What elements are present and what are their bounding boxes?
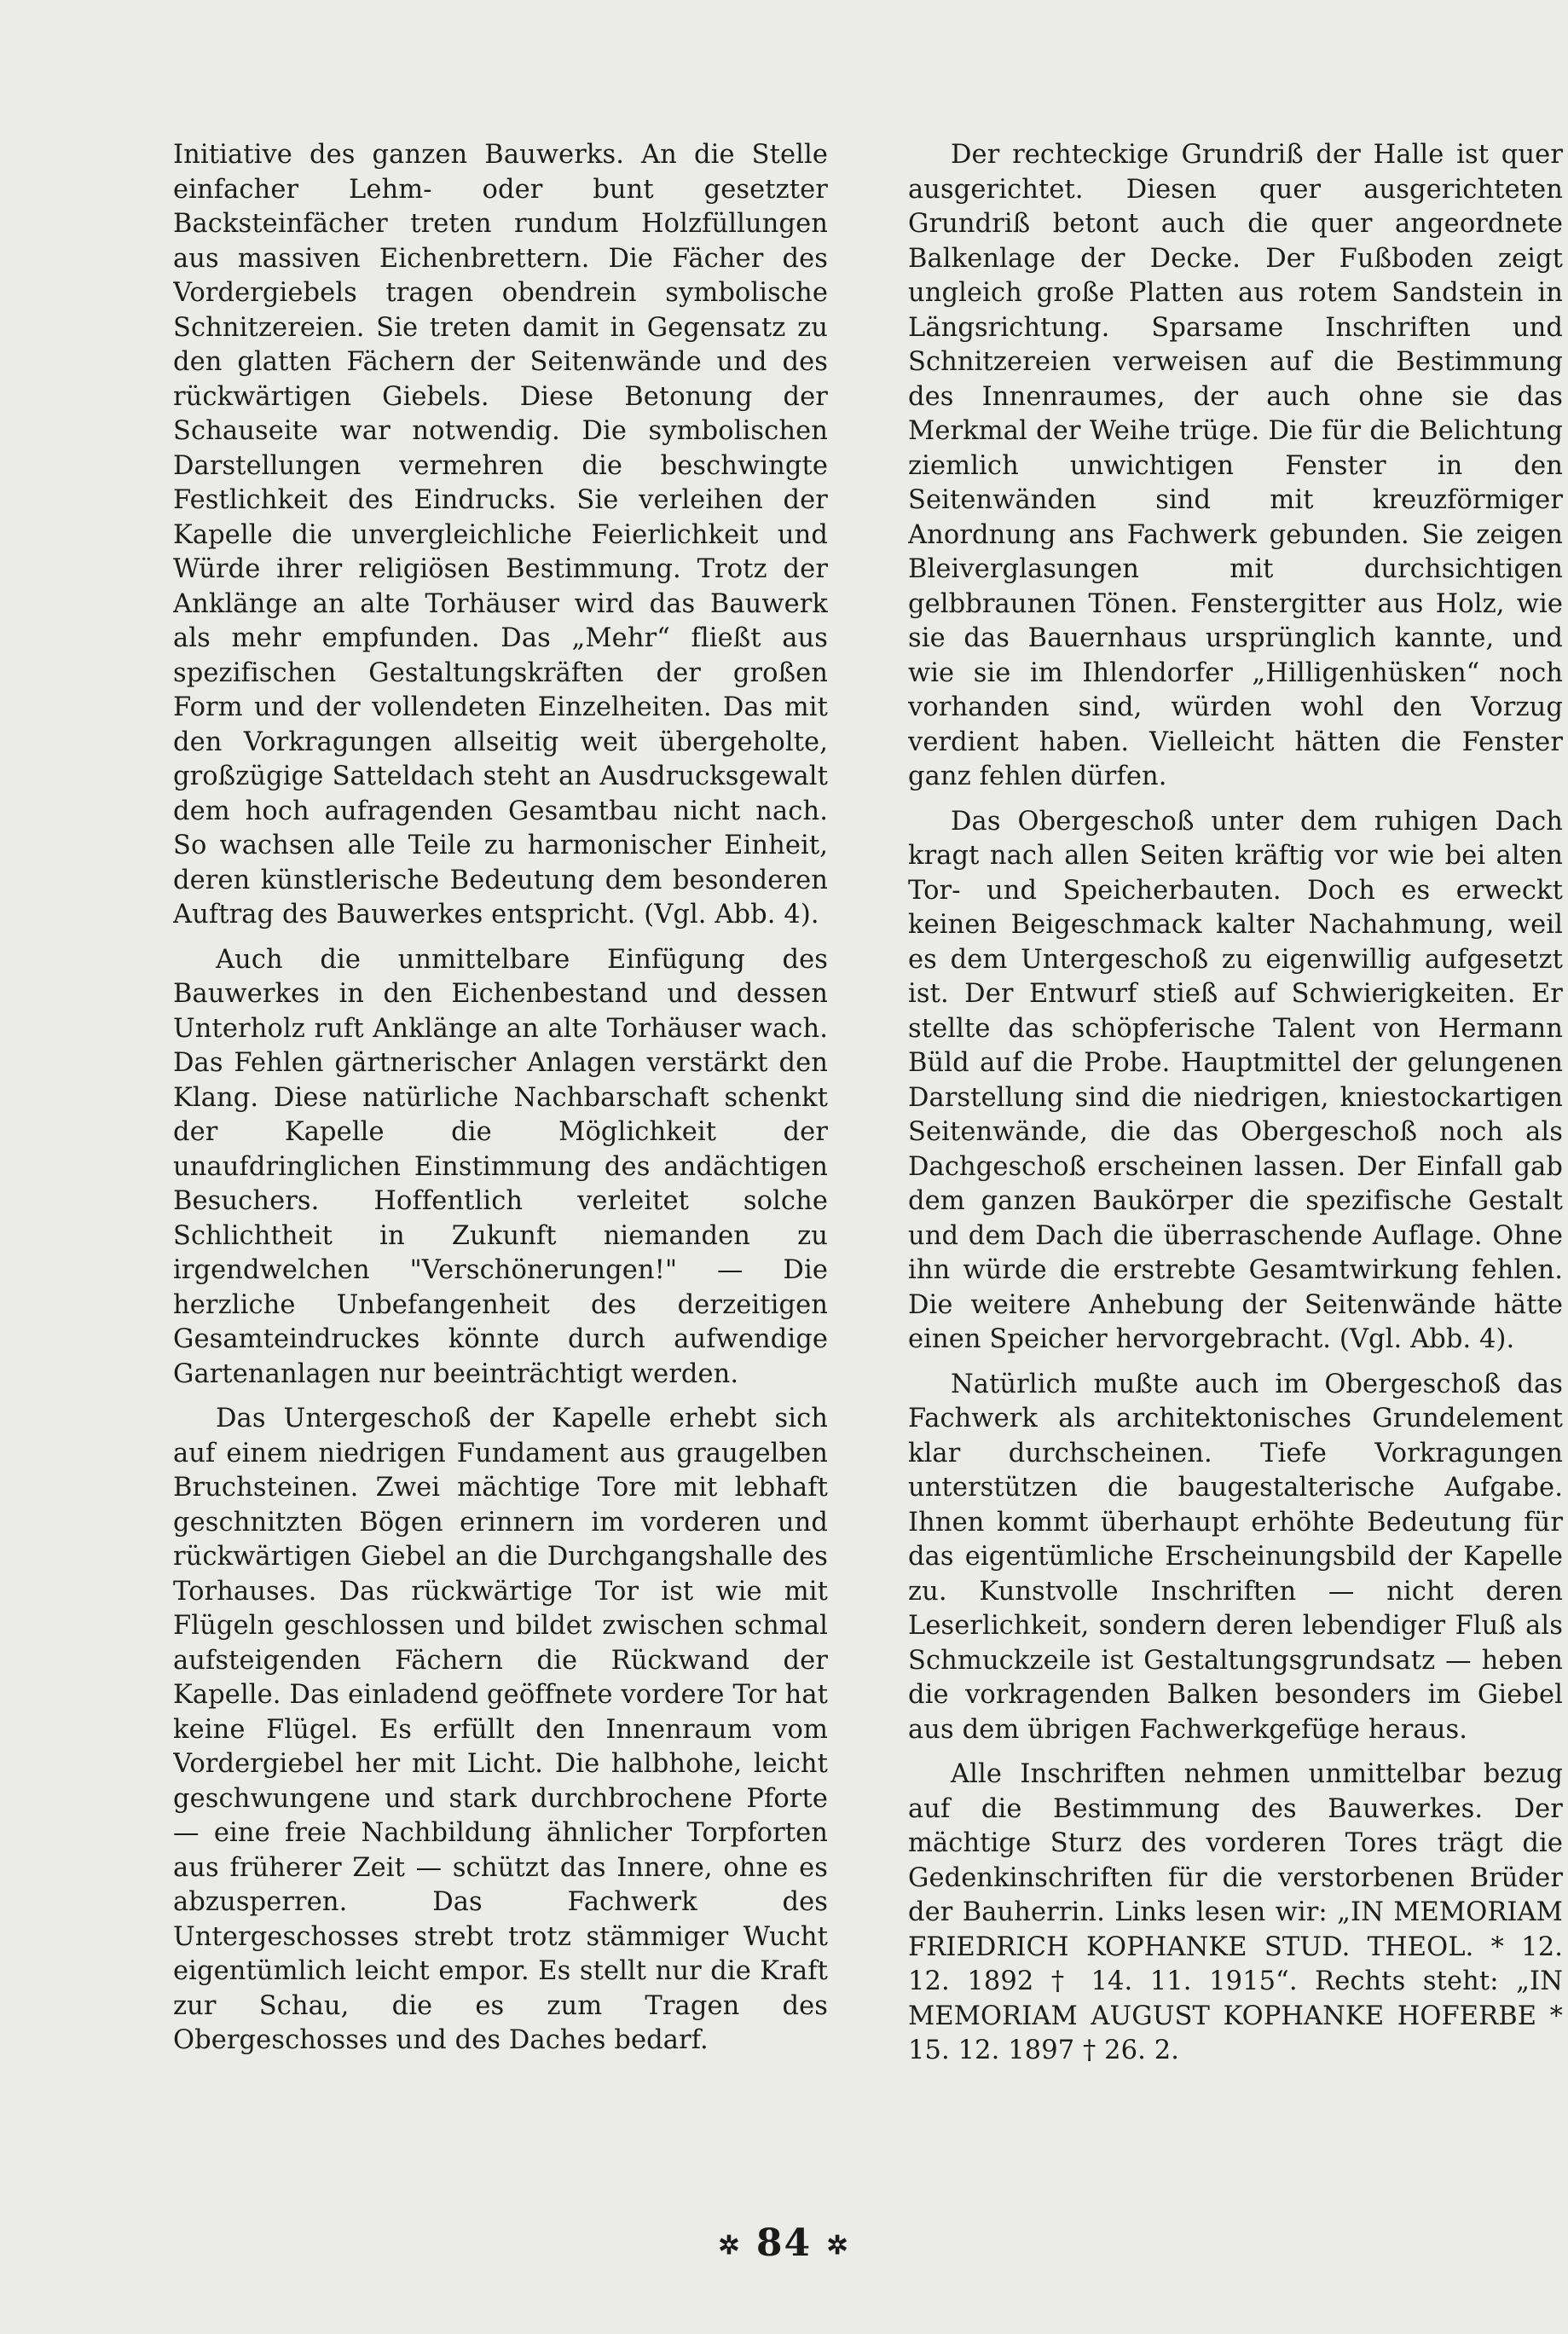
paragraph: Das Obergeschoß unter dem ruhigen Dach kragt nach allen Seiten kräftig vor wie bei alten Tor- und Speicherbauten. Doch es erweckt keinen Beigeschmack kalter Nachahmung, weil es dem Untergeschoß zu eigenwillig aufgesetzt ist. Der Entwurf stieß auf Schwierigkeiten. Er stellte das schöpferische Talent von Hermann Büld auf die Probe. Hauptmittel der gelungenen Darstellung sind die niedrigen, kniestockartigen Seitenwände, die das Obergeschoß noch als Dachgeschoß erscheinen lassen. Der Einfall gab dem ganzen Baukörper die spezifische Gestalt und dem Dach die überraschende Auflage. Ohne ihn würde die erstrebte Gesamtwirkung fehlen. Die weitere Anhebung der Seitenwände hätte einen Speicher hervorgebracht. (Vgl. Abb. 4). — [908, 806, 1563, 1354]
paragraph: Der rechteckige Grundriß der Halle ist quer ausgerichtet. Diesen quer ausgerichteten Grundriß betont auch die quer angeordnete Balkenlage der Decke. Der Fußboden zeigt ungleich große Platten aus rotem Sandstein in Längsrichtung. Sparsame Inschriften und Schnitzereien verweisen auf die Bestimmung des Innenraumes, der auch ohne sie das Merkmal der Weihe trüge. Die für die Belichtung ziemlich unwichtigen Fenster in den Seitenwänden sind mit kreuzförmiger Anordnung ans Fachwerk gebunden. Sie zeigen Bleiverglasungen mit durchsichtigen gelbbraunen Tönen. Fenstergitter aus Holz, wie sie das Bauernhaus ursprünglich kannte, und wie sie im Ihlendorfer „Hilligenhüsken“ noch vorhanden sind, würden wohl den Vorzug verdient haben. Vielleicht hätten die Fenster ganz fehlen dürfen. — [908, 140, 1563, 791]
page-number: 84 — [755, 2221, 813, 2265]
text-column-right — [908, 138, 1563, 2151]
paragraph: Auch die unmittelbare Einfügung des Bauwerkes in den Eichenbestand und dessen Unterholz ruft Anklänge an alte Torhäuser wach. Das Fehlen gärtnerischer Anlagen verstärkt den Klang. Diese natürliche Nachbarschaft schenkt der Kapelle die Möglichkeit der unaufdringlichen Einstimmung des andächtigen Besuchers. Hoffentlich verleitet solche Schlichtheit in Zukunft niemanden zu irgendwelchen "Verschönerungen!" — Die herzliche Unbefangenheit des derzeitigen Gesamteindruckes könnte durch aufwendige Gartenanlagen nur beeinträchtigt werden. — [173, 944, 828, 1389]
star-ornament-icon: ✲ — [826, 2231, 850, 2261]
paragraph: Das Untergeschoß der Kapelle erhebt sich auf einem niedrigen Fundament aus graugelben Bruchsteinen. Zwei mächtige Tore mit lebhaft geschnitzten Bögen erinnern im vorderen und rückwärtigen Giebel an die Durchgangshalle des Torhauses. Das rückwärtige Tor ist wie mit Flügeln geschlossen und bildet zwischen schmal aufsteigenden Fächern die Rückwand der Kapelle. Das einladend geöffnete vordere Tor hat keine Flügel. Es erfüllt den Innenraum vom Vordergiebel her mit Licht. Die halbhohe, leicht geschwungene und stark durchbrochene Pforte — eine freie Nachbildung ähnlicher Torpforten aus früherer Zeit — schützt das Innere, ohne es abzusperren. Das Fachwerk des Untergeschosses strebt trotz stämmiger Wucht eigentümlich leicht empor. Es stellt nur die Kraft zur Schau, die es zum Tragen des Obergeschosses und des Daches bedarf. — [173, 1404, 828, 2055]
paragraph: Natürlich mußte auch im Obergeschoß das Fachwerk als architektonisches Grundelement klar durchscheinen. Tiefe Vorkragungen unterstützen die baugestalterische Aufgabe. Ihnen kommt überhaupt erhöhte Bedeutung für das eigentümliche Erscheinungsbild der Kapelle zu. Kunstvolle Inschriften — nicht deren Leserlichkeit, sondern deren lebendiger Fluß als Schmuckzeile ist Gestaltungsgrundsatz — heben die vorkragenden Balken besonders im Giebel aus dem übrigen Fachwerkgefüge heraus. — [908, 1369, 1563, 1745]
paragraph: Initiative des ganzen Bauwerks. An die Stelle einfacher Lehm- oder bunt gesetzter Backsteinfächer treten rundum Holzfüllungen aus massiven Eichenbrettern. Die Fächer des Vordergiebels tragen obendrein symbolische Schnitzereien. Sie treten damit in Gegensatz zu den glatten Fächern der Seitenwände und des rückwärtigen Giebels. Diese Betonung der Schauseite war notwendig. Die symbolischen Darstellungen vermehren die beschwingte Festlichkeit des Eindrucks. Sie verleihen der Kapelle die unvergleichliche Feierlichkeit und Würde ihrer religiösen Bestimmung. Trotz der Anklänge an alte Torhäuser wird das Bauwerk als mehr empfunden. Das „Mehr“ fließt aus spezifischen Gestaltungskräften der großen Form und der vollendeten Einzelheiten. Das mit den Vorkragungen allseitig weit übergeholte, großzügige Satteldach steht an Ausdrucksgewalt dem hoch aufragenden Gesamtbau nicht nach. So wachsen alle Teile zu harmonischer Einheit, deren künstlerische Bedeutung dem besonderen Auftrag des Bauwerkes entspricht. (Vgl. Abb. 4). — [173, 140, 828, 930]
text-column-left — [173, 138, 828, 2151]
paragraph: Alle Inschriften nehmen unmittelbar bezug auf die Bestimmung des Bauwerkes. Der mächtige Sturz des vorderen Tores trägt die Gedenkinschriften für die verstorbenen Brüder der Bauherrin. Links lesen wir: „IN MEMORIAM FRIEDRICH KOPHANKE STUD. THEOL. * 12. 12. 1892 † 14. 11. 1915“. Rechts steht: „IN MEMORIAM AUGUST KOPHANKE HOFERBE * 15. 12. 1897 † 26. 2. — [908, 1759, 1563, 2065]
star-ornament-icon: ✲ — [718, 2231, 742, 2261]
page-number-footer — [0, 2221, 1568, 2265]
